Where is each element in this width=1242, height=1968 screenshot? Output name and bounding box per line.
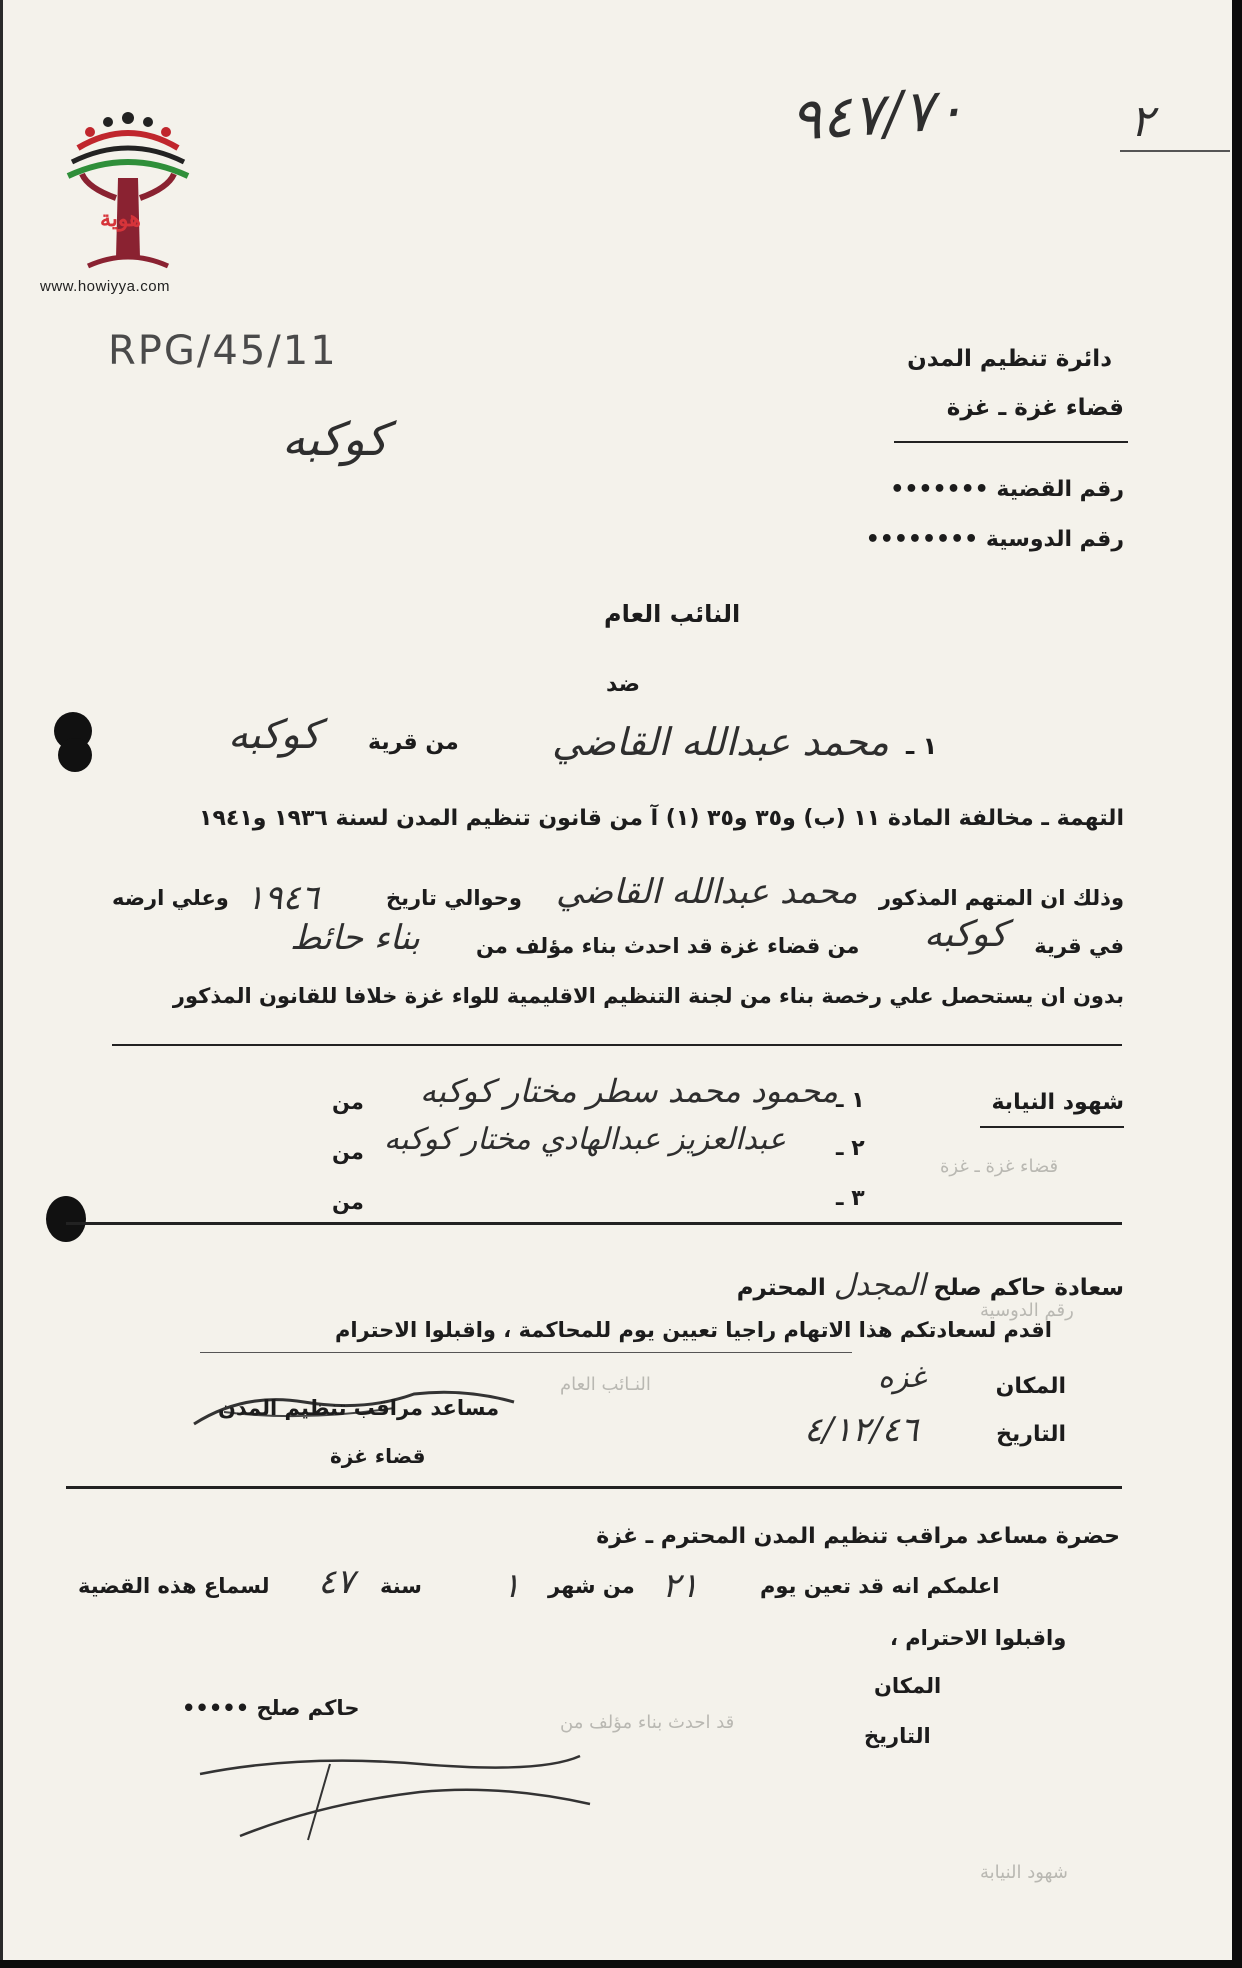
section-rule-2 <box>66 1222 1122 1225</box>
showthrough-2: رقم الدوسية <box>980 1300 1074 1321</box>
plaintiff: النائب العام <box>604 600 741 628</box>
reply-month-label: من شهر <box>548 1574 635 1598</box>
facts-line1-post: وعلي ارضه <box>112 886 229 910</box>
facts-line2-mid: من قضاء غزة قد احدث بناء مؤلف من <box>476 934 860 958</box>
case-number-label: رقم القضية <box>996 477 1124 502</box>
request-salutation-label: سعادة حاكم صلح <box>933 1275 1124 1301</box>
reply-place-label: المكان <box>874 1674 942 1698</box>
witness-1-name: محمود محمد سطر مختار كوكبه <box>420 1072 839 1110</box>
case-number <box>890 477 1124 502</box>
facts-line1-mid: وحوالي تاريخ <box>386 886 522 910</box>
reply-year-label: سنة <box>380 1574 422 1598</box>
request-salutation <box>737 1268 1124 1303</box>
defendant-village: كوكبه <box>228 712 321 758</box>
facts-line1-name: محمد عبدالله القاضي <box>556 872 858 912</box>
witness-1-index: ١ ـ <box>836 1088 865 1113</box>
reply-judge-label: حاكم صلح <box>256 1696 360 1720</box>
top-right-underline <box>1120 150 1230 152</box>
facts-line1-pre: وذلك ان المتهم المذكور <box>878 886 1124 910</box>
request-court-handwritten: المجدل <box>833 1268 926 1303</box>
showthrough-4: قد احدث بناء مؤلف من <box>560 1712 735 1733</box>
scan-border-right <box>1232 0 1242 1968</box>
handwritten-top-right-mark: ٢ <box>1130 96 1154 147</box>
handwritten-village-note: كوكبه <box>282 412 389 466</box>
request-body: اقدم لسعادتكم هذا الاتهام راجيا تعيين يوم للمحاكمة ، واقبلوا الاحترام <box>334 1318 1052 1342</box>
section-rule-1 <box>112 1044 1122 1046</box>
signature-scribble-2 <box>180 1744 600 1854</box>
against-label: ضد <box>606 672 640 697</box>
witness-3-index: ٣ ـ <box>836 1186 865 1211</box>
reply-regards: واقبلوا الاحترام ، <box>890 1626 1067 1650</box>
showthrough-5: شهود النيابة <box>980 1862 1068 1883</box>
tree-logo-icon <box>58 108 198 278</box>
header-rule <box>894 441 1128 443</box>
request-date-value: ٤/١٢/٤٦ <box>804 1410 919 1450</box>
defendant-from-label: من قرية <box>368 730 459 755</box>
facts-line2-building: بناء حائط <box>290 918 420 958</box>
reply-to: حضرة مساعد مراقب تنظيم المدن المحترم ـ غزة <box>596 1524 1120 1549</box>
facts-line2-pre: في قرية <box>1034 934 1124 958</box>
facts-line3: بدون ان يستحصل علي رخصة بناء من لجنة التنظيم الاقليمية للواء غزة خلافا للقانون المذكور <box>172 984 1124 1008</box>
logo-word: هوية <box>100 206 141 232</box>
facts-line2-village: كوكبه <box>924 914 1008 955</box>
showthrough-1: قضاء غزة ـ غزة <box>940 1156 1059 1177</box>
file-number-label: رقم الدوسية <box>985 527 1124 552</box>
reply-notice-pre: اعلمكم انه قد تعين يوم <box>760 1574 1000 1598</box>
reply-month-value: ١ <box>502 1566 521 1606</box>
file-number-value: •••••••• <box>865 527 979 552</box>
signer-district: قضاء غزة <box>330 1444 426 1468</box>
defendant-index: ١ ـ <box>906 732 938 760</box>
handwritten-reference: RPG/45/11 <box>108 328 338 374</box>
witness-1-from: من <box>332 1090 364 1114</box>
witness-3-from: من <box>332 1190 364 1214</box>
punch-hole-bottom <box>46 1196 86 1242</box>
scan-border-bottom <box>0 1960 1242 1968</box>
reply-judge-dots: ••••• <box>182 1696 250 1720</box>
howiyya-logo <box>58 108 198 278</box>
showthrough-3: النـائب العام <box>560 1374 651 1395</box>
charge-text: التهمة ـ مخالفة المادة ١١ (ب) و٣٥ و٣٥ (١) آ من قانون تنظيم المدن لسنة ١٩٣٦ و١٩٤١ <box>199 806 1124 831</box>
reply-notice-post: لسماع هذه القضية <box>78 1574 270 1598</box>
facts-line1-date: ١٩٤٦ <box>246 878 320 918</box>
reply-date-label: التاريخ <box>864 1724 931 1748</box>
witnesses-label-underline <box>980 1126 1124 1128</box>
request-body-underline <box>200 1352 852 1353</box>
case-number-value: ••••••• <box>890 477 989 502</box>
scan-border-left <box>0 0 3 1968</box>
reply-judge <box>182 1696 359 1720</box>
signer-title: مساعد مراقب تنظيم المدن <box>218 1396 500 1420</box>
reply-day-value: ٢١ <box>662 1566 699 1606</box>
witness-2-name: عبدالعزيز عبدالهادي مختار كوكبه <box>384 1122 787 1157</box>
request-place-value: غزه <box>878 1360 926 1395</box>
district-name: قضاء غزة ـ غزة <box>946 395 1124 421</box>
punch-hole-top-2 <box>58 738 92 772</box>
witnesses-label: شهود النيابة <box>991 1090 1124 1115</box>
witness-2-index: ٢ ـ <box>836 1136 865 1161</box>
department-name: دائرة تنظيم المدن <box>907 346 1112 372</box>
request-date-label: التاريخ <box>996 1422 1066 1447</box>
request-honorific: المحترم <box>736 1275 826 1301</box>
request-place-label: المكان <box>995 1374 1066 1399</box>
witness-2-from: من <box>332 1140 364 1164</box>
handwritten-top-number: ٩٤٧/٧٠ <box>787 73 968 155</box>
section-rule-3 <box>66 1486 1122 1489</box>
defendant-name: محمد عبدالله القاضي <box>552 720 890 764</box>
reply-year-value: ٤٧ <box>318 1562 355 1602</box>
watermark-site: www.howiyya.com <box>40 278 171 295</box>
file-number <box>866 527 1124 552</box>
